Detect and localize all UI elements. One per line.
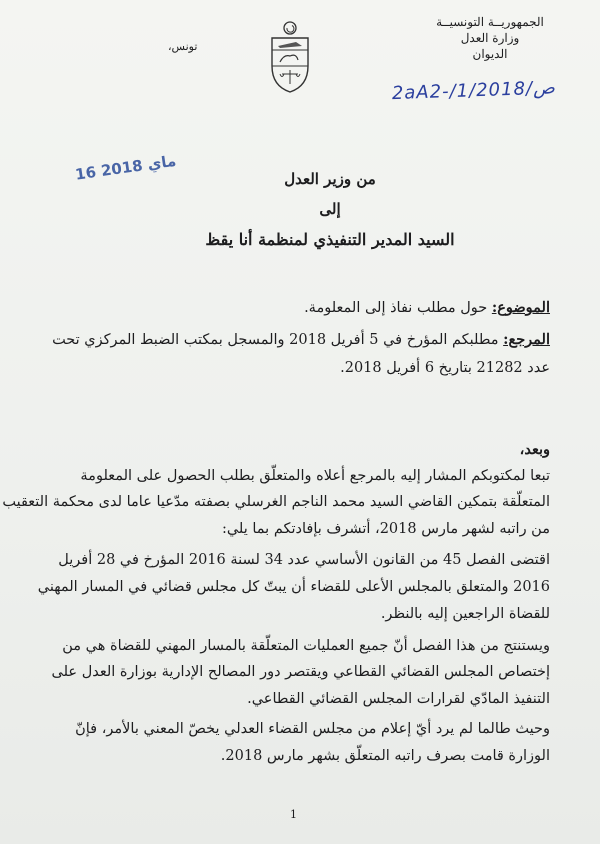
body-line: من راتبه لشهر مارس 2018، أتشرف بإفادتكم بما يلي: [221, 521, 550, 537]
date-stamp: 16 ماي 2018 [74, 151, 178, 184]
body-line: 2016 والمتعلق بالمجلس الأعلى للقضاء أن يبتّ كل مجلس قضائي في المسار المهني [37, 579, 550, 595]
city-label: تونس، [168, 40, 198, 53]
page-number: 1 [290, 808, 297, 821]
greeting: وبعد، [519, 441, 550, 458]
reference-label: المرجع: [503, 331, 550, 348]
reference-text: مطلبكم المؤرخ في 5 أفريل 2018 والمسجل بمكتب الضبط المركزي تحت [52, 332, 504, 348]
coat-of-arms-icon [266, 20, 314, 94]
reference-line-2: عدد 21282 بتاريخ 6 أفريل 2018. [340, 360, 550, 376]
body-line: المتعلّقة بتمكين القاضي السيد محمد الناجم الغرسلي بصفته مدّعيا عاما لدى محكمة التعقيب [2, 494, 550, 510]
office-name: الديوان [472, 47, 508, 61]
body-line: ويستنتج من هذا الفصل أنّ جميع العمليات المتعلّقة بالمسار المهني للقضاة هي من [62, 638, 550, 654]
handwritten-reference: 2aA2-/1/2018/ص [391, 77, 556, 105]
body-line: الوزارة قامت بصرف راتبه المتعلّق بشهر مارس 2018. [220, 748, 550, 764]
subject-text: حول مطلب نفاذ إلى المعلومة. [304, 300, 492, 316]
subject-label: الموضوع: [491, 299, 550, 316]
subject-line [50, 298, 550, 318]
body-line: للقضاة الراجعين إليه بالنظر. [380, 606, 550, 622]
republic-name: الجمهوريــة التونسيــة [436, 15, 544, 29]
ministry-name: وزارة العدل [460, 31, 520, 45]
body-line: تبعا لمكتوبكم المشار إليه بالمرجع أعلاه والمتعلّق بطلب الحصول على المعلومة [80, 468, 550, 484]
recipient-line: السيد المدير التنفيذي لمنظمة أنا يقظ [205, 230, 455, 249]
body-line: إختصاص المجلس القضائي القطاعي ويقتصر دور المصالح الإدارية بوزارة العدل على [51, 664, 550, 680]
body-line: وحيث طالما لم يرد أيّ إعلام من مجلس القضاء العدلي يخصّ المعني بالأمر، فإنّ [75, 721, 550, 737]
body-line: اقتضى الفصل 45 من القانون الأساسي عدد 34 لسنة 2016 المؤرخ في 28 أفريل [58, 552, 550, 568]
body-line: التنفيذ المادّي لقرارات المجلس القضائي القطاعي. [247, 691, 550, 707]
sender-line: من وزير العدل [284, 170, 376, 188]
to-word: إلى [319, 200, 341, 218]
letterhead [410, 14, 570, 62]
reference-line [50, 330, 550, 350]
